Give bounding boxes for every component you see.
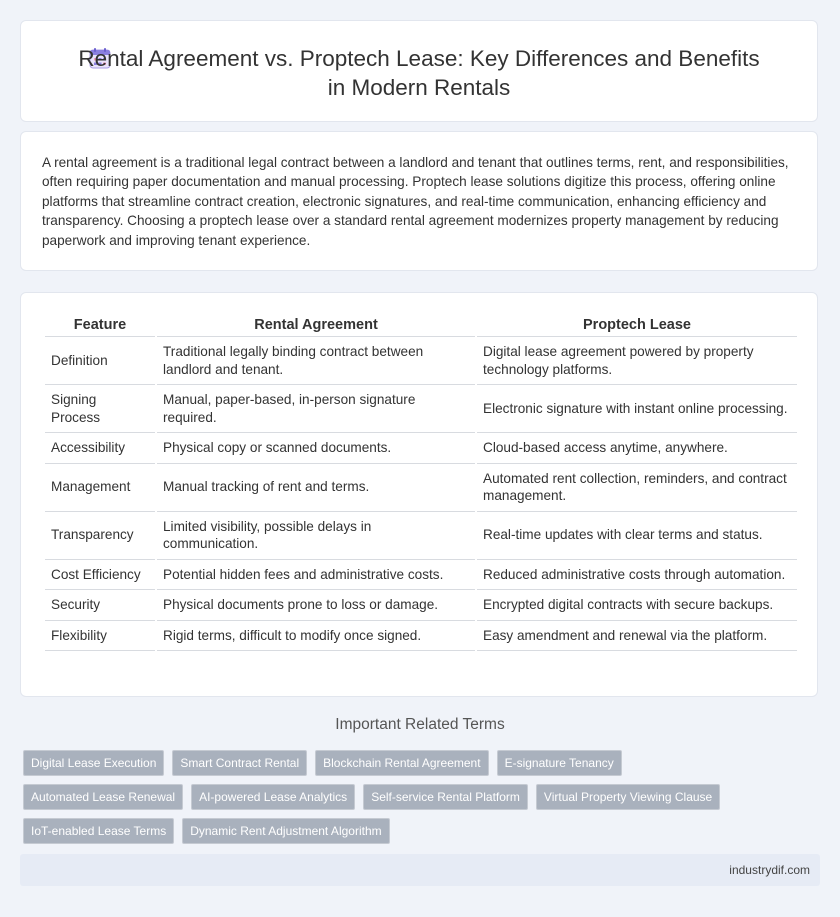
comparison-card — [20, 292, 818, 697]
header-rental-agreement: Rental Agreement — [157, 314, 475, 337]
proptech-lease-cell: Encrypted digital contracts with secure backups. — [477, 590, 797, 621]
related-term-tag[interactable]: Self-service Rental Platform — [363, 784, 528, 810]
proptech-lease-cell: Easy amendment and renewal via the platform. — [477, 621, 797, 652]
related-term-tag[interactable]: E-signature Tenancy — [497, 750, 622, 776]
table-row — [45, 464, 797, 512]
related-term-tag[interactable]: Dynamic Rent Adjustment Algorithm — [182, 818, 389, 844]
table-row — [45, 512, 797, 560]
rental-agreement-cell: Rigid terms, difficult to modify once signed. — [157, 621, 475, 652]
feature-cell: Security — [45, 590, 155, 621]
related-term-tag[interactable]: Virtual Property Viewing Clause — [536, 784, 720, 810]
table-row — [45, 560, 797, 591]
intro-card — [20, 131, 818, 271]
proptech-lease-cell: Digital lease agreement powered by property technology platforms. — [477, 337, 797, 385]
related-term-tag[interactable]: Automated Lease Renewal — [23, 784, 183, 810]
footer-bar — [20, 854, 820, 886]
feature-cell: Signing Process — [45, 385, 155, 433]
comparison-table — [43, 314, 799, 651]
table-row — [45, 433, 797, 464]
related-terms-tags — [23, 750, 793, 852]
title-card — [20, 20, 818, 122]
related-terms-title: Important Related Terms — [335, 716, 505, 733]
proptech-lease-cell: Electronic signature with instant online processing. — [477, 385, 797, 433]
header-proptech-lease: Proptech Lease — [477, 314, 797, 337]
feature-cell: Cost Efficiency — [45, 560, 155, 591]
rental-agreement-cell: Traditional legally binding contract between landlord and tenant. — [157, 337, 475, 385]
related-term-tag[interactable]: AI-powered Lease Analytics — [191, 784, 355, 810]
rental-agreement-cell: Physical documents prone to loss or damage. — [157, 590, 475, 621]
related-term-tag[interactable]: Smart Contract Rental — [172, 750, 307, 776]
rental-agreement-cell: Physical copy or scanned documents. — [157, 433, 475, 464]
intro-paragraph: A rental agreement is a traditional legal contract between a landlord and tenant that outlines terms, rent, and responsibilities, often requiring paper documentation and manual processing. Proptech lease solutions digitize this process, offering online platforms that streamline contract creation, electronic signatures, and real-time communication, enhancing efficiency and transparency. Choosing a proptech lease over a standard rental agreement modernizes property management by reducing paperwork and improving tenant experience. — [42, 155, 789, 248]
rental-agreement-cell: Potential hidden fees and administrative costs. — [157, 560, 475, 591]
related-term-tag[interactable]: IoT-enabled Lease Terms — [23, 818, 174, 844]
rental-agreement-cell: Manual, paper-based, in-person signature required. — [157, 385, 475, 433]
rental-agreement-cell: Manual tracking of rent and terms. — [157, 464, 475, 512]
proptech-lease-cell: Cloud-based access anytime, anywhere. — [477, 433, 797, 464]
table-header-row — [45, 314, 797, 337]
table-row — [45, 590, 797, 621]
proptech-lease-cell: Reduced administrative costs through automation. — [477, 560, 797, 591]
rental-agreement-cell: Limited visibility, possible delays in communication. — [157, 512, 475, 560]
feature-cell: Accessibility — [45, 433, 155, 464]
related-term-tag[interactable]: Blockchain Rental Agreement — [315, 750, 488, 776]
related-term-tag[interactable]: Digital Lease Execution — [23, 750, 164, 776]
proptech-lease-cell: Automated rent collection, reminders, and contract management. — [477, 464, 797, 512]
table-row — [45, 337, 797, 385]
feature-cell: Definition — [45, 337, 155, 385]
proptech-lease-cell: Real-time updates with clear terms and status. — [477, 512, 797, 560]
footer-site-name[interactable]: industrydif.com — [729, 863, 810, 877]
feature-cell: Flexibility — [45, 621, 155, 652]
table-row — [45, 385, 797, 433]
page-title: Rental Agreement vs. Proptech Lease: Key Differences and Benefits in Modern Rentals — [78, 46, 760, 100]
header-feature: Feature — [45, 314, 155, 337]
table-row — [45, 621, 797, 652]
feature-cell: Management — [45, 464, 155, 512]
feature-cell: Transparency — [45, 512, 155, 560]
